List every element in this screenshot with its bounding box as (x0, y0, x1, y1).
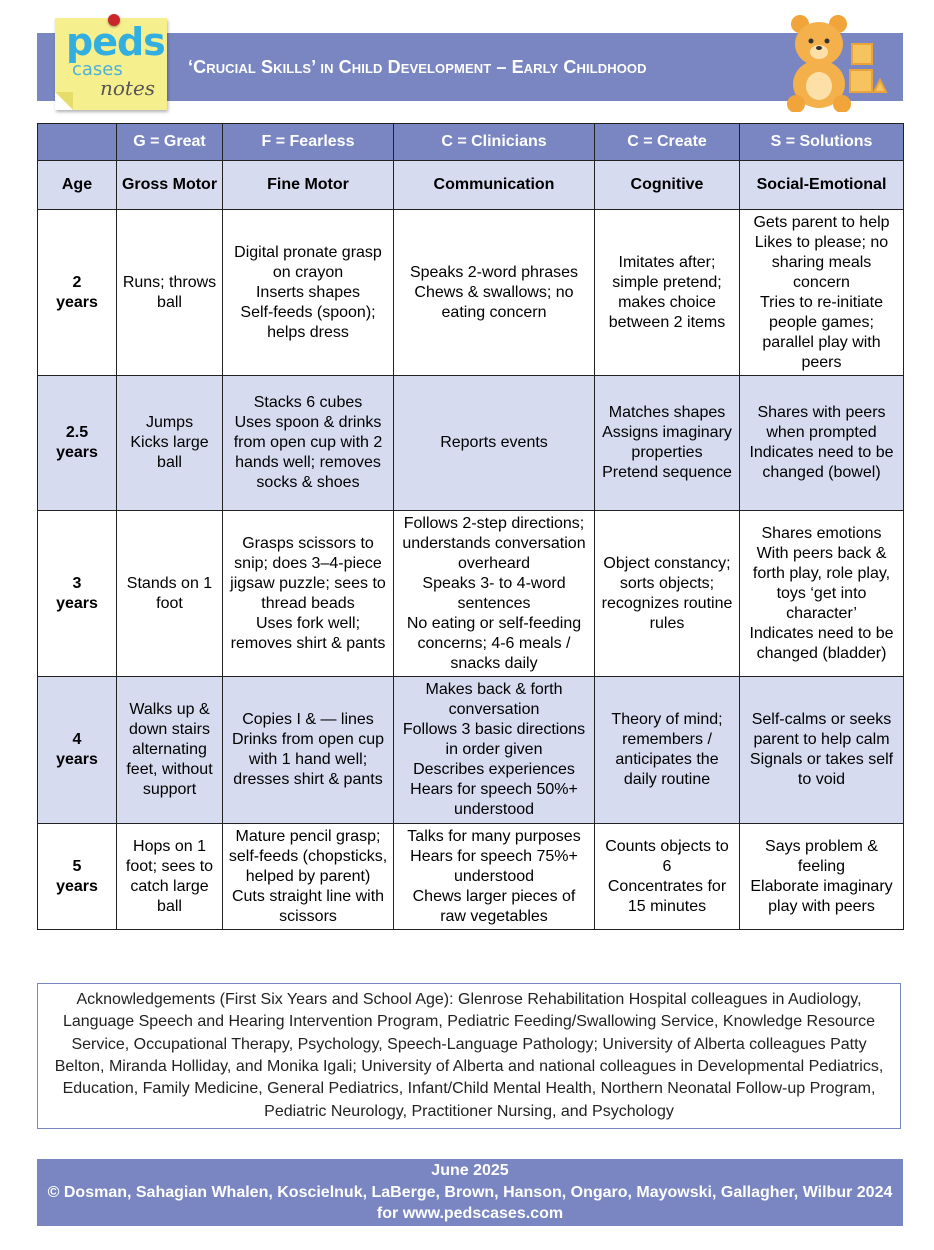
logo-word-cases: cases (72, 59, 123, 80)
cell-line: Grasps scissors to (242, 534, 374, 552)
cell-line: daily routine (623, 771, 711, 788)
cell-line: peers (801, 353, 842, 371)
letter-header-row (38, 124, 904, 161)
cell-line: ball (157, 454, 182, 471)
letter-header-cell: S = Solutions (740, 124, 904, 161)
age-cell (38, 677, 117, 824)
cell-line: properties (631, 444, 703, 461)
cell-line: changed (bladder) (756, 644, 887, 662)
table-row (38, 376, 904, 511)
cell-line: Cuts straight line with (231, 887, 385, 905)
cognitive-cell (595, 376, 740, 511)
cell-line: Follows 3 basic directions (402, 721, 586, 738)
cell-line: sentences (457, 594, 531, 612)
cell-line: sharing meals (771, 253, 872, 271)
cell-line: Follows 2-step directions; (403, 514, 585, 532)
cell-line: Likes to please; no (754, 233, 889, 251)
fine-motor-cell (223, 511, 394, 677)
cell-line: forth play, role play, (752, 564, 891, 582)
cell-line: foot (156, 594, 183, 612)
cell-line: Counts objects to (605, 837, 729, 855)
social-emotional-cell (740, 376, 904, 511)
cell-line: between 2 items (608, 313, 726, 331)
table-row (38, 824, 904, 930)
domain-header-cell: Communication (394, 161, 595, 210)
cell-line: concern (793, 273, 850, 291)
letter-header-cell (38, 124, 117, 161)
cell-line: 3 (72, 574, 82, 592)
acknowledgements-box (37, 983, 901, 1129)
cell-line: ball (157, 897, 182, 915)
cell-line: feeling (797, 857, 846, 875)
cell-line: with 1 hand well; (248, 751, 368, 768)
cell-line: to void (797, 771, 846, 788)
cell-line: down stairs (129, 721, 210, 738)
cell-line: Object constancy; (603, 554, 731, 572)
cell-line: Shares emotions (761, 524, 882, 542)
cell-line: simple pretend; (612, 273, 722, 291)
cell-line: recognizes routine (601, 594, 733, 612)
cell-line: remembers / (622, 731, 712, 748)
cell-line: Kicks large (130, 434, 209, 451)
cell-line: in order given (445, 741, 543, 758)
logo-word-notes: notes (100, 76, 156, 100)
cell-line: character’ (786, 604, 857, 622)
fine-motor-cell (223, 677, 394, 824)
cell-line: overheard (457, 554, 531, 572)
logo-word-peds: peds (66, 20, 165, 64)
age-cell (38, 824, 117, 930)
cell-line: people games; (769, 313, 874, 331)
cell-line: Hops on 1 (133, 837, 206, 855)
footer-band (37, 1159, 903, 1226)
domain-header-cell: Cognitive (595, 161, 740, 210)
cell-line: Indicates need to be (749, 444, 894, 461)
cell-line: scissors (279, 907, 337, 925)
letter-header-cell: C = Clinicians (394, 124, 595, 161)
cell-line: Digital pronate grasp (234, 243, 382, 261)
cell-line: Reports events (440, 434, 548, 451)
cell-line: Matches shapes (608, 404, 726, 421)
cell-line: 6 (662, 857, 672, 875)
gross-motor-cell (117, 210, 223, 376)
gross-motor-cell (117, 677, 223, 824)
cell-line: changed (bowel) (762, 464, 881, 481)
table-row (38, 677, 904, 824)
cell-line: Hears for speech 75%+ (410, 847, 578, 865)
domain-header-cell: Social-Emotional (740, 161, 904, 210)
social-emotional-cell (740, 210, 904, 376)
cell-line: when prompted (766, 424, 877, 441)
cell-line: 2.5 (65, 424, 89, 441)
cell-line: years (56, 594, 98, 612)
cell-line: Stands on 1 (126, 574, 213, 592)
fine-motor-cell (223, 376, 394, 511)
cell-line: Stacks 6 cubes (253, 394, 363, 411)
teddy-bear-icon (782, 14, 892, 112)
gross-motor-cell (117, 824, 223, 930)
communication-cell (394, 511, 595, 677)
cognitive-cell (595, 677, 740, 824)
cell-line: Gets parent to help (753, 213, 890, 231)
cognitive-cell (595, 210, 740, 376)
cell-line: helps dress (267, 323, 349, 341)
cell-line: Chews larger pieces of (412, 887, 576, 905)
cell-line: removes shirt & pants (230, 634, 386, 652)
cell-line: Hears for speech 50%+ (410, 781, 578, 798)
footer-date: June 2025 (431, 1162, 509, 1180)
cell-line: feet, without (126, 761, 213, 778)
cell-line: Elaborate imaginary (750, 877, 893, 895)
cell-line: Self-feeds (spoon); (240, 303, 376, 321)
cell-line: understands conversation (402, 534, 586, 552)
cell-line: anticipates the (615, 751, 719, 768)
cell-line: socks & shoes (256, 474, 360, 491)
domain-header-row (38, 161, 904, 210)
cell-line: concerns; 4-6 meals / (417, 634, 571, 652)
cell-line: parallel play with (762, 333, 881, 351)
cell-line: support (142, 781, 197, 798)
skill-rows (38, 210, 904, 930)
cell-line: Makes back & forth (425, 681, 563, 698)
cell-line: raw vegetables (440, 907, 548, 925)
table-row (38, 511, 904, 677)
domain-header-cell: Fine Motor (223, 161, 394, 210)
cell-line: alternating (132, 741, 207, 758)
cell-line: from open cup with 2 (233, 434, 383, 451)
cell-line: hands well; removes (235, 454, 381, 471)
social-emotional-cell (740, 677, 904, 824)
table-row (38, 210, 904, 376)
communication-cell (394, 210, 595, 376)
cell-line: Assigns imaginary (602, 424, 732, 441)
cell-line: years (56, 877, 98, 895)
cell-line: years (56, 444, 98, 461)
cell-line: years (56, 293, 98, 311)
cell-line: Imitates after; (618, 253, 716, 271)
communication-cell (394, 824, 595, 930)
page-title: ‘Crucial Skills’ in Child Development – Early Childhood (188, 56, 647, 77)
skills-table (37, 123, 904, 930)
cell-line: Drinks from open cup (231, 731, 385, 748)
cell-line: Uses fork well; (255, 614, 361, 632)
age-cell (38, 210, 117, 376)
fine-motor-cell (223, 210, 394, 376)
cell-line: on crayon (272, 263, 344, 281)
cell-line: With peers back & (756, 544, 887, 562)
cell-line: helped by parent) (245, 867, 371, 885)
cell-line: parent to help calm (753, 731, 890, 748)
cell-line: Jumps (145, 414, 194, 431)
cell-line: Uses spoon & drinks (234, 414, 382, 431)
fine-motor-cell (223, 824, 394, 930)
acknowledgements-text: Acknowledgements (First Six Years and School Age): Glenrose Rehabilitation Hospital colleagues in Audiology, Language Speech and Hearing Intervention Program, Pediatric Feeding/Swallowing Service, Knowledge Resource Service, Occupational Therapy, Psychology, Speech-Language Pathology; University of Alberta colleagues Patty Belton, Miranda Holliday, and Monika Igali; University of Alberta and national colleagues in Developmental Pediatrics, Education, Family Medicine, General Pediatrics, Infant/Child Mental Health, Northern Neonatal Follow-up Program, Pediatric Neurology, Practitioner Nursing, and Psychology (54, 991, 884, 1120)
cell-line: years (56, 751, 98, 768)
gross-motor-cell (117, 376, 223, 511)
age-cell (38, 511, 117, 677)
age-cell (38, 376, 117, 511)
cell-line: conversation (448, 701, 540, 718)
cell-line: 2 (72, 273, 82, 291)
cell-line: Speaks 2-word phrases (409, 263, 579, 281)
cognitive-cell (595, 824, 740, 930)
social-emotional-cell (740, 511, 904, 677)
cell-line: Chews & swallows; no (414, 283, 574, 301)
letter-header-cell: F = Fearless (223, 124, 394, 161)
cell-line: thread beads (261, 594, 355, 612)
cell-line: catch large (130, 877, 209, 895)
social-emotional-cell (740, 824, 904, 930)
cell-line: foot; sees to (125, 857, 214, 875)
cell-line: snacks daily (450, 654, 538, 672)
cell-line: 5 (72, 857, 82, 875)
cell-line: Speaks 3- to 4-word (422, 574, 566, 592)
gross-motor-cell (117, 511, 223, 677)
cell-line: understood (453, 801, 535, 818)
cell-line: Tries to re-initiate (760, 293, 883, 311)
cell-line: dresses shirt & pants (233, 771, 383, 788)
cell-line: Indicates need to be (749, 624, 894, 642)
cell-line: makes choice (618, 293, 716, 311)
cell-line: sorts objects; (619, 574, 715, 592)
cell-line: Concentrates for (607, 877, 727, 895)
cell-line: Pretend sequence (602, 464, 732, 481)
cell-line: eating concern (441, 303, 547, 321)
cell-line: snip; does 3–4-piece (234, 554, 382, 572)
letter-header-cell: G = Great (117, 124, 223, 161)
cell-line: jigsaw puzzle; sees to (230, 574, 386, 592)
cell-line: ball (157, 293, 182, 311)
cell-line: Shares with peers (757, 404, 886, 421)
cell-line: understood (453, 867, 535, 885)
cell-line: Says problem & (765, 837, 878, 855)
cell-line: self-feeds (chopsticks, (228, 847, 388, 865)
cell-line: Walks up & (129, 701, 210, 718)
cell-line: No eating or self-feeding (406, 614, 582, 632)
cell-line: Talks for many purposes (407, 827, 581, 845)
cell-line: 15 minutes (627, 897, 707, 915)
cell-line: Signals or takes self (749, 751, 894, 768)
cell-line: Describes experiences (413, 761, 575, 778)
domain-header-cell: Age (38, 161, 117, 210)
communication-cell (394, 677, 595, 824)
letter-header-cell: C = Create (595, 124, 740, 161)
cell-line: Self-calms or seeks (751, 711, 892, 728)
cognitive-cell (595, 511, 740, 677)
communication-cell (394, 376, 595, 511)
cell-line: toys ‘get into (776, 584, 867, 602)
domain-header-cell: Gross Motor (117, 161, 223, 210)
cell-line: Inserts shapes (255, 283, 361, 301)
cell-line: Copies I & — lines (242, 711, 374, 728)
cell-line: rules (649, 614, 685, 632)
cell-line: Runs; throws (122, 273, 217, 291)
cell-line: play with peers (768, 897, 875, 915)
cell-line: Mature pencil grasp; (235, 827, 381, 845)
cell-line: 4 (72, 731, 82, 748)
footer-credit: © Dosman, Sahagian Whalen, Koscielnuk, LaBerge, Brown, Hanson, Ongaro, Mayowski, Gallagher, Wilbur 2024 for www.pedscases.com (47, 1183, 893, 1223)
cell-line: Theory of mind; (611, 711, 723, 728)
